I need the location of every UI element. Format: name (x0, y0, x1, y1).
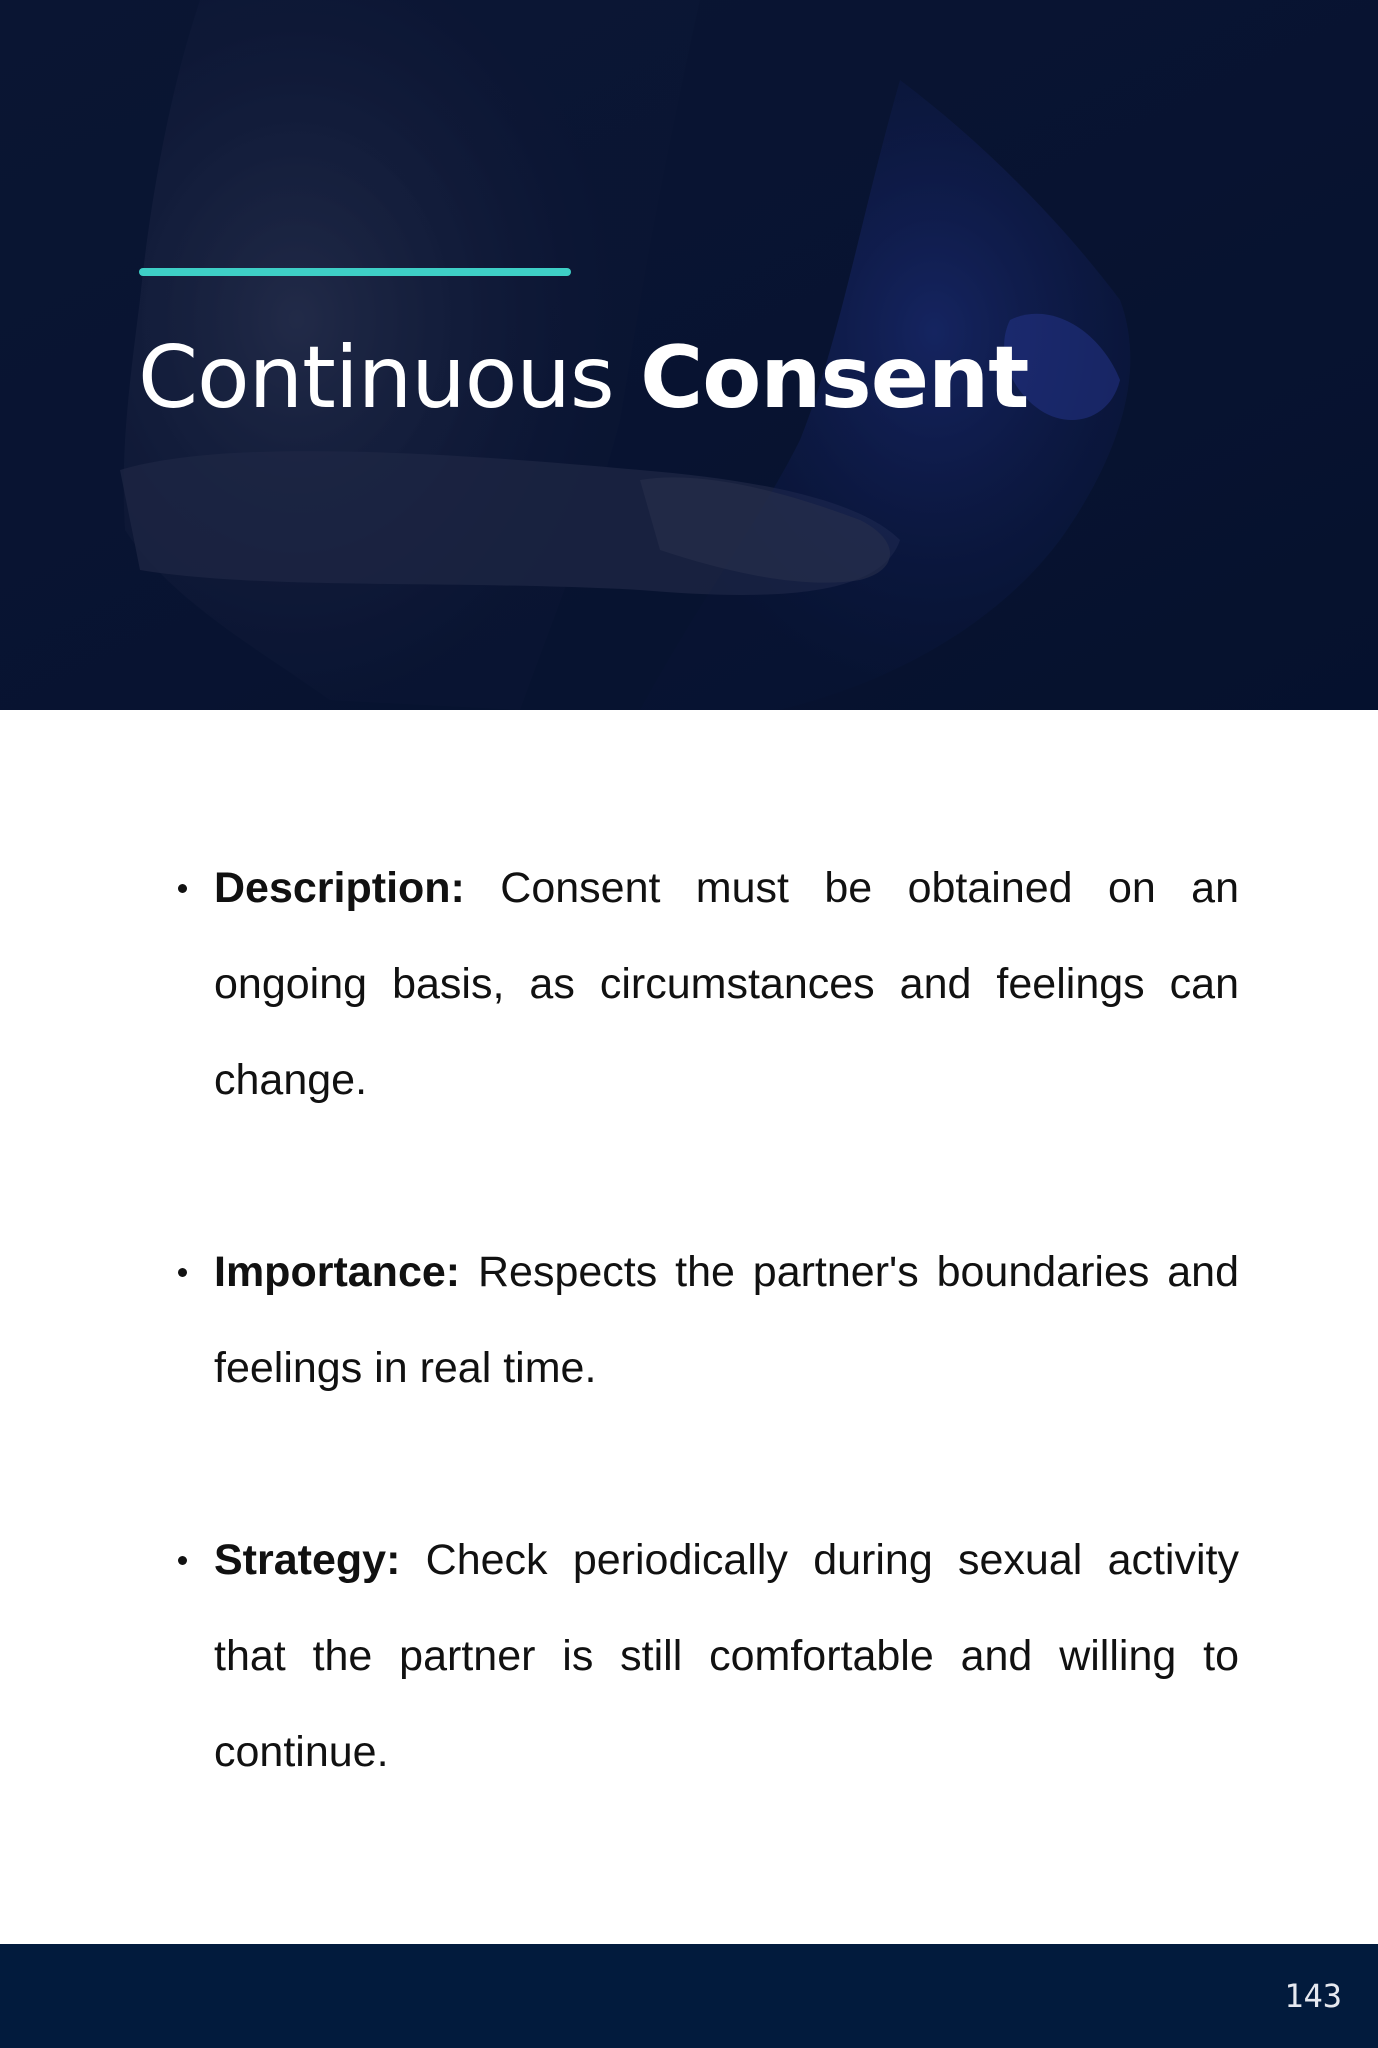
hero-header (0, 0, 1378, 710)
bullet-icon (178, 884, 187, 893)
list-item (175, 840, 1239, 1128)
bullet-list (175, 840, 1239, 1896)
item-text: Consent must be obtained on an ongoing basis, as circumstances and feelings can change. (214, 864, 1239, 1104)
accent-bar (139, 268, 571, 276)
list-item (175, 1512, 1239, 1800)
page-number: 143 (1284, 1977, 1342, 2015)
item-label: Description: (214, 864, 465, 912)
item-label: Importance: (214, 1248, 461, 1296)
page-footer (0, 1944, 1378, 2048)
item-text: Check periodically during sexual activity that the partner is still comfortable and willing to continue. (214, 1536, 1239, 1776)
page-title (138, 318, 1028, 438)
bullet-icon (178, 1556, 187, 1565)
title-regular: Continuous (138, 328, 614, 428)
bullet-icon (178, 1268, 187, 1277)
title-bold: Consent (640, 328, 1029, 428)
list-item (175, 1224, 1239, 1416)
content-area (0, 710, 1378, 1944)
item-text: Respects the partner's boundaries and feelings in real time. (214, 1248, 1240, 1392)
item-label: Strategy: (214, 1536, 401, 1584)
